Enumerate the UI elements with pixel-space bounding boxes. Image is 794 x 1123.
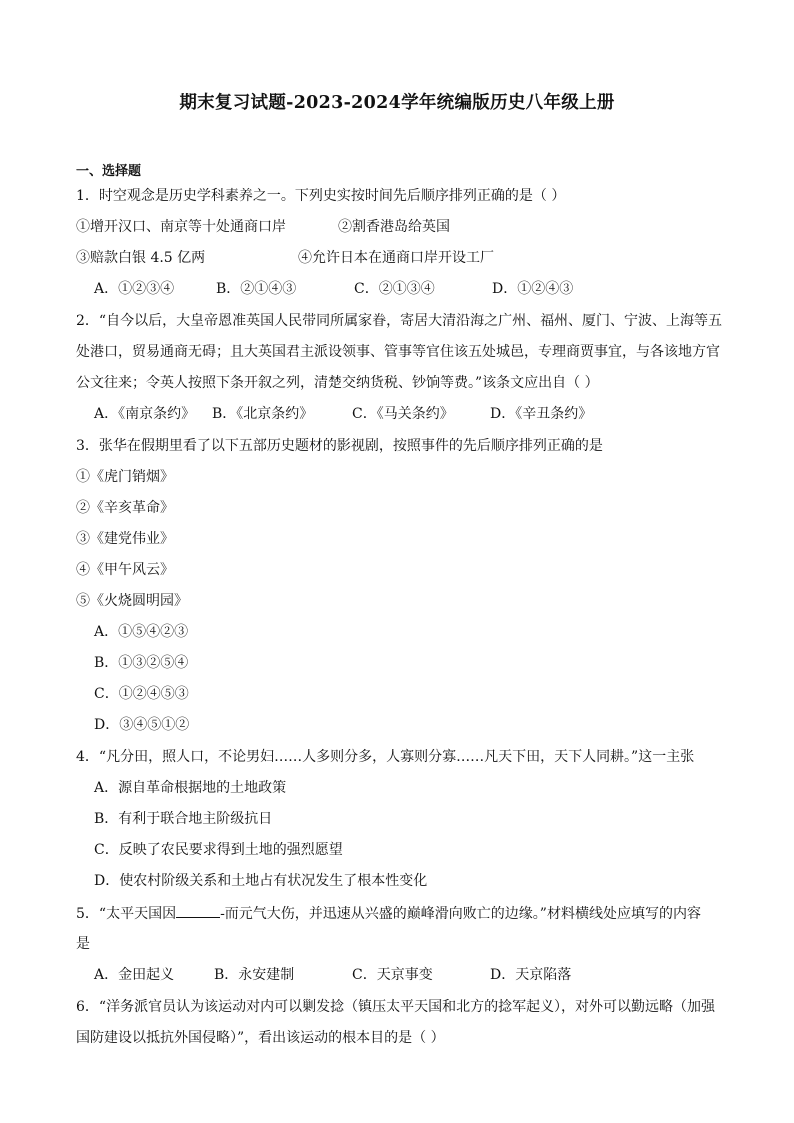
q1-option-c[interactable]: C．②①③④ — [354, 281, 435, 297]
question-5-line-1 — [76, 903, 701, 924]
question-6-line-2: 国防建设以抵抗外国侵略）”，看出该运动的根本目的是（ ） — [76, 1030, 445, 1046]
question-4-stem: 4．“凡分田，照人口，不论男妇……人多则分多，人寡则分寡……凡天下田，天下人同耕。”这一主张 — [76, 749, 695, 765]
question-3-stem: 3．张华在假期里看了以下五部历史题材的影视剧，按照事件的先后顺序排列正确的是 — [76, 438, 603, 454]
q2-option-b[interactable]: B．《北京条约》 — [212, 406, 314, 422]
q5-option-d[interactable]: D．天京陷落 — [490, 967, 572, 983]
q5-text-after-blank: -而元气大伤，并迅速从兴盛的巅峰滑向败亡的边缘。”材料横线处应填写的内容 — [220, 906, 701, 922]
q1-item-1: ①增开汉口、南京等十处通商口岸 — [76, 219, 286, 235]
q5-option-c[interactable]: C．天京事变 — [352, 967, 433, 983]
q1-item-4: ④允许日本在通商口岸开设工厂 — [298, 250, 494, 266]
q4-option-b[interactable]: B．有利于联合地主阶级抗日 — [94, 811, 273, 827]
q2-option-a[interactable]: A．《南京条约》 — [94, 406, 196, 422]
q5-fill-blank — [176, 903, 220, 918]
q5-option-b[interactable]: B．永安建制 — [214, 967, 295, 983]
q1-item-3: ③赔款白银 4.5 亿两 — [76, 250, 206, 266]
q4-option-a[interactable]: A．源自革命根据地的土地政策 — [94, 780, 287, 796]
q3-option-a[interactable]: A．①⑤④②③ — [94, 624, 189, 640]
question-5-line-2: 是 — [76, 936, 90, 952]
q2-option-c[interactable]: C．《马关条约》 — [352, 406, 454, 422]
page-title: 期末复习试题-2023-2024学年统编版历史八年级上册 — [179, 93, 615, 113]
q1-option-b[interactable]: B．②①④③ — [216, 281, 297, 297]
q1-option-a[interactable]: A．①②③④ — [94, 281, 175, 297]
question-2-line-2: 处港口，贸易通商无碍；且大英国君主派设领事、管事等官住该五处城邑，专理商贾事宜，与各该地方官 — [76, 344, 720, 360]
q3-option-d[interactable]: D．③④⑤①② — [94, 717, 190, 733]
section-heading: 一、选择题 — [76, 164, 142, 179]
q3-item-2: ②《辛亥革命》 — [76, 500, 174, 516]
question-6-line-1: 6．“洋务派官员认为该运动对内可以剿发捻（镇压太平天国和北方的捻军起义），对外可以勤远略（加强 — [76, 999, 716, 1015]
q3-item-4: ④《甲午风云》 — [76, 562, 174, 578]
question-1-stem: 1．时空观念是历史学科素养之一。下列史实按时间先后顺序排列正确的是（ ） — [76, 188, 566, 204]
q3-item-5: ⑤《火烧圆明园》 — [76, 593, 188, 609]
q3-option-c[interactable]: C．①②④⑤③ — [94, 686, 189, 702]
q5-option-a[interactable]: A．金田起义 — [94, 967, 175, 983]
q3-item-1: ①《虎门销烟》 — [76, 469, 174, 485]
q2-option-d[interactable]: D．《辛丑条约》 — [490, 406, 593, 422]
q4-option-c[interactable]: C．反映了农民要求得到土地的强烈愿望 — [94, 842, 343, 858]
q3-item-3: ③《建党伟业》 — [76, 531, 174, 547]
q3-option-b[interactable]: B．①③②⑤④ — [94, 655, 189, 671]
q4-option-d[interactable]: D．使农村阶级关系和土地占有状况发生了根本性变化 — [94, 873, 428, 889]
question-2-line-1: 2．“自今以后，大皇帝恩准英国人民带同所属家眷，寄居大清沿海之广州、福州、厦门、宁波、上海等五 — [76, 313, 723, 329]
q1-item-2: ②割香港岛给英国 — [338, 219, 450, 235]
question-2-line-3: 公文往来；令英人按照下条开叙之列，清楚交纳货税、钞饷等费。”该条文应出自（ ） — [76, 375, 599, 391]
q1-option-d[interactable]: D．①②④③ — [492, 281, 574, 297]
q5-text-before-blank: 5．“太平天国因 — [76, 906, 177, 922]
